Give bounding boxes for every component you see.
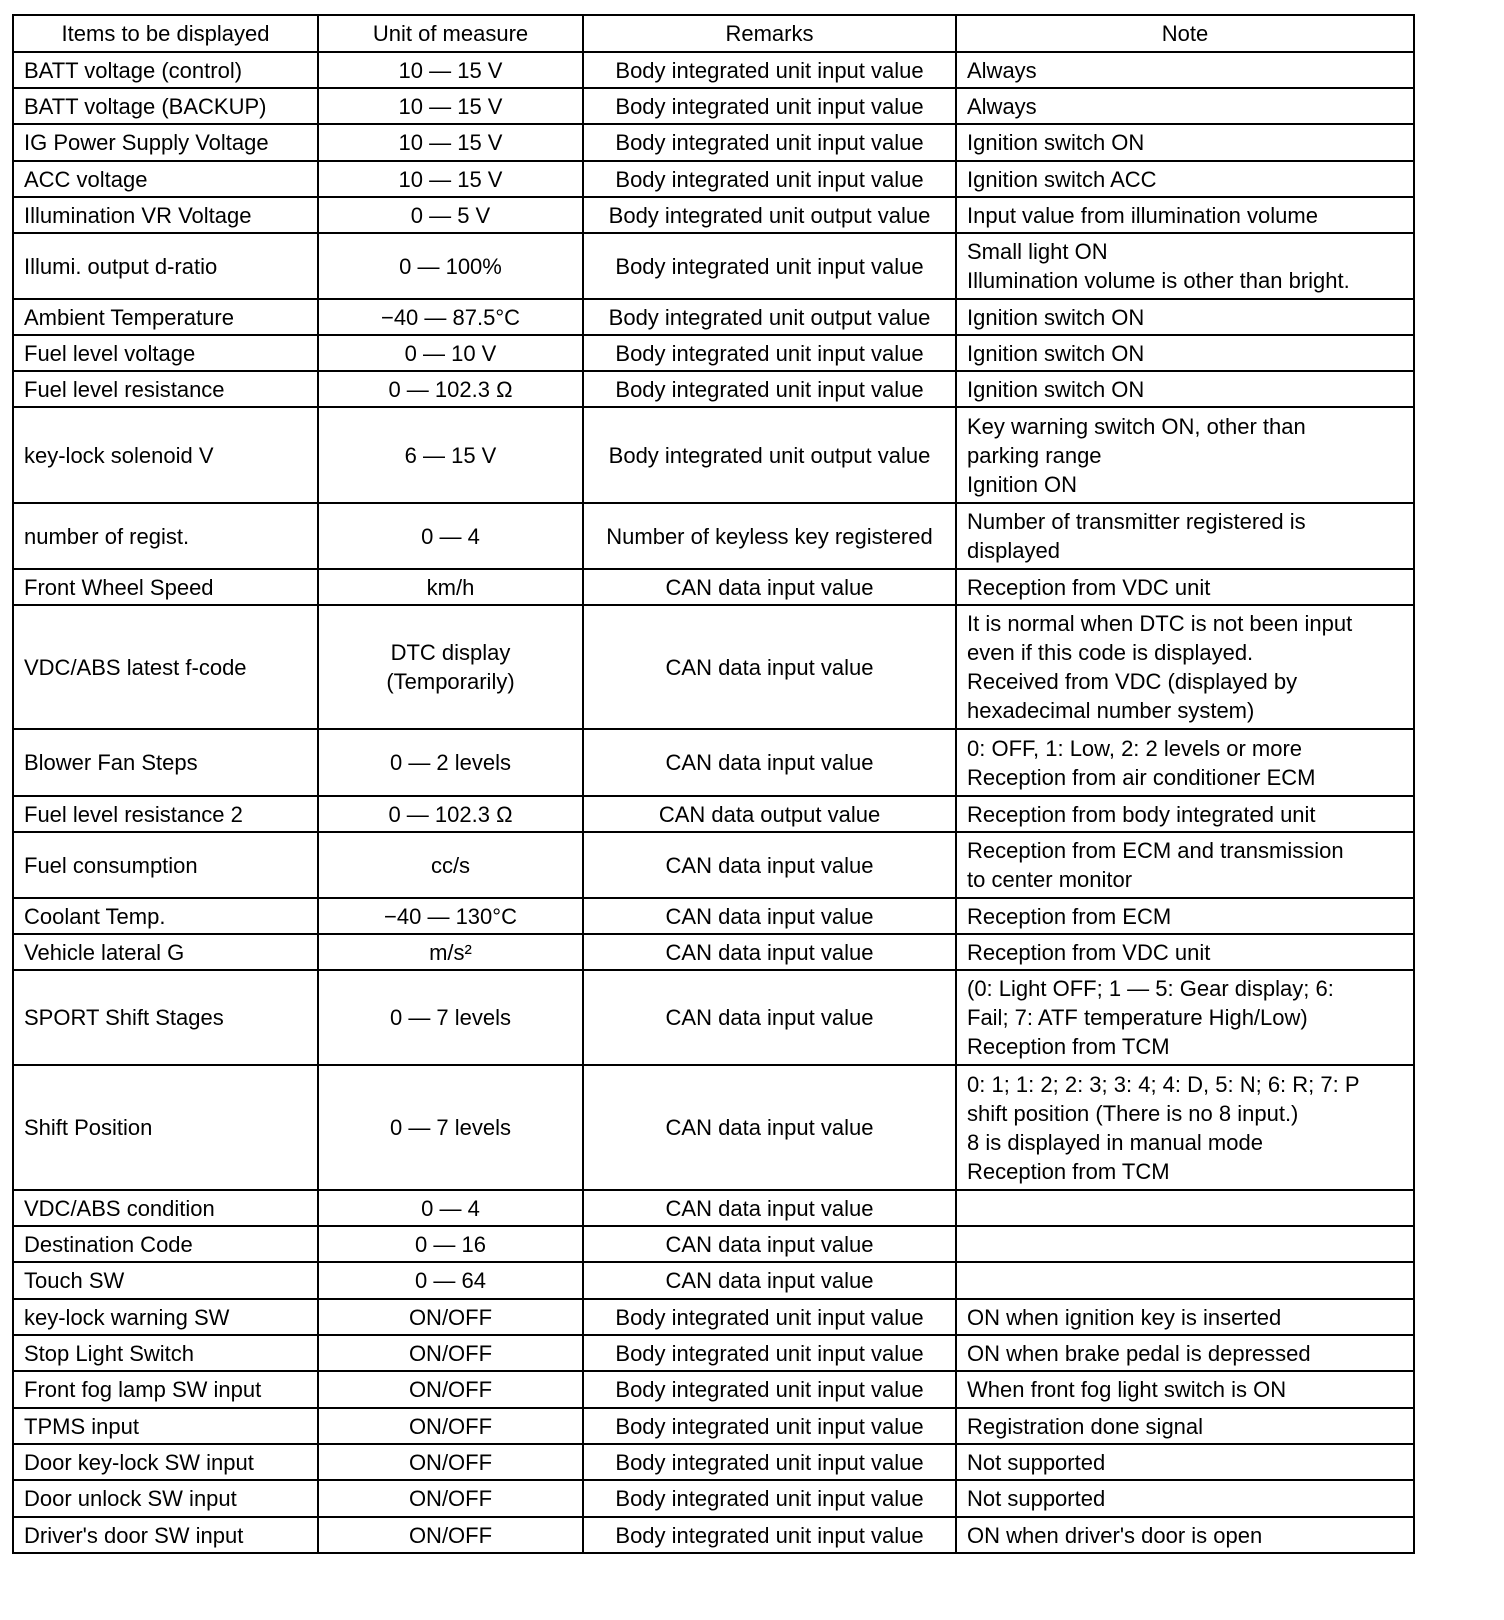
note-line: Illumination volume is other than bright. [967,268,1350,293]
unit-cell: 10 — 15 V [318,88,583,124]
remarks-cell: Body integrated unit input value [583,233,956,299]
item-cell: key-lock solenoid V [13,407,318,503]
remarks-cell: CAN data input value [583,1190,956,1226]
note-line: (0: Light OFF; 1 — 5: Gear display; 6: [967,976,1334,1001]
note-line: Input value from illumination volume [967,202,1318,228]
table-row [13,407,1414,503]
note-line: Received from VDC (displayed by [967,669,1298,694]
remarks-cell: CAN data input value [583,1226,956,1262]
note-line: ON when driver's door is open [967,1522,1263,1548]
note-cell [956,335,1414,371]
remarks-cell: Number of keyless key registered [583,503,956,569]
table-row [13,1065,1414,1190]
table-row [13,1371,1414,1408]
note-line: Not supported [967,1449,1106,1475]
note-line: even if this code is displayed. [967,640,1254,665]
table-row [13,335,1414,371]
unit-cell: 0 — 7 levels [318,970,583,1065]
unit-cell: 6 — 15 V [318,407,583,503]
unit-cell: 0 — 16 [318,1226,583,1262]
remarks-cell: Body integrated unit input value [583,161,956,197]
remarks-cell: Body integrated unit input value [583,1371,956,1408]
unit-cell: ON/OFF [318,1517,583,1553]
table-row [13,161,1414,197]
remarks-cell: Body integrated unit output value [583,197,956,233]
item-cell: Blower Fan Steps [13,729,318,796]
table-row [13,569,1414,605]
note-cell [956,832,1414,898]
note-line: Always [967,93,1037,119]
note-cell [956,371,1414,407]
table-row [13,898,1414,934]
note-cell [956,1371,1414,1408]
table-row [13,970,1414,1065]
remarks-cell: Body integrated unit input value [583,1517,956,1553]
table-row [13,1335,1414,1371]
note-cell [956,970,1414,1065]
item-cell: Fuel consumption [13,832,318,898]
table-row [13,1262,1414,1299]
note-line: Not supported [967,1486,1106,1511]
item-cell: Front Wheel Speed [13,569,318,605]
header-items: Items to be displayed [13,15,318,52]
note-line: Ignition switch ON [967,376,1145,402]
note-line: 8 is displayed in manual mode [967,1129,1263,1155]
table-row [13,832,1414,898]
item-cell: Shift Position [13,1065,318,1190]
table-row [13,1408,1414,1444]
note-line: Reception from ECM and transmission [967,838,1344,863]
item-cell: Door key-lock SW input [13,1444,318,1480]
table-row [13,371,1414,407]
note-line: Reception from body integrated unit [967,801,1316,827]
item-cell: Destination Code [13,1226,318,1262]
unit-cell: 0 — 2 levels [318,729,583,796]
remarks-cell: Body integrated unit input value [583,335,956,371]
item-cell: Driver's door SW input [13,1517,318,1553]
table-row [13,1444,1414,1480]
note-cell [956,197,1414,233]
remarks-cell: CAN data input value [583,569,956,605]
note-line: Reception from TCM [967,1158,1170,1184]
remarks-cell: Body integrated unit input value [583,1408,956,1444]
item-cell: SPORT Shift Stages [13,970,318,1065]
remarks-cell: CAN data input value [583,1262,956,1299]
note-line: displayed [967,538,1060,563]
remarks-cell: Body integrated unit output value [583,299,956,335]
note-line: It is normal when DTC is not been input [967,611,1353,636]
unit-cell: 0 — 64 [318,1262,583,1299]
remarks-cell: Body integrated unit input value [583,1444,956,1480]
note-cell [956,569,1414,605]
item-cell: Vehicle lateral G [13,934,318,970]
table-row [13,605,1414,729]
note-cell [956,161,1414,197]
note-cell [956,1299,1414,1335]
note-cell [956,1065,1414,1190]
header-remarks: Remarks [583,15,956,52]
unit-cell: DTC display (Temporarily) [318,605,583,729]
note-line: hexadecimal number system) [967,698,1255,723]
note-cell [956,1408,1414,1444]
unit-cell: −40 — 130°C [318,898,583,934]
note-line: Fail; 7: ATF temperature High/Low) [967,1005,1308,1030]
table-row [13,1480,1414,1517]
table-row [13,934,1414,970]
note-cell [956,1190,1414,1226]
note-line: ON when ignition key is inserted [967,1304,1282,1330]
note-cell [956,796,1414,832]
unit-cell: m/s² [318,934,583,970]
unit-cell: 0 — 5 V [318,197,583,233]
note-cell [956,898,1414,934]
remarks-cell: CAN data input value [583,970,956,1065]
unit-cell: 0 — 7 levels [318,1065,583,1190]
item-cell: Front fog lamp SW input [13,1371,318,1408]
unit-cell: 10 — 15 V [318,161,583,197]
table-row [13,1226,1414,1262]
note-line: Reception from TCM [967,1034,1170,1059]
table-row [13,88,1414,124]
note-cell [956,503,1414,569]
remarks-cell: Body integrated unit input value [583,124,956,161]
note-line: Always [967,57,1037,83]
note-cell [956,88,1414,124]
unit-cell: 0 — 102.3 Ω [318,796,583,832]
note-line: Reception from VDC unit [967,939,1211,965]
note-line: Ignition switch ON [967,304,1145,330]
note-line: 0: OFF, 1: Low, 2: 2 levels or more [967,735,1303,761]
note-cell [956,729,1414,796]
note-cell [956,52,1414,88]
item-cell: Ambient Temperature [13,299,318,335]
note-line: shift position (There is no 8 input.) [967,1100,1299,1126]
unit-cell: ON/OFF [318,1371,583,1408]
header-unit: Unit of measure [318,15,583,52]
item-cell: VDC/ABS latest f-code [13,605,318,729]
note-line: Reception from VDC unit [967,574,1211,600]
note-line: When front fog light switch is ON [967,1377,1287,1402]
item-cell: TPMS input [13,1408,318,1444]
note-cell [956,299,1414,335]
table-row [13,1299,1414,1335]
unit-cell: ON/OFF [318,1299,583,1335]
note-line: Registration done signal [967,1413,1204,1439]
item-cell: BATT voltage (BACKUP) [13,88,318,124]
note-line: Ignition switch ACC [967,166,1157,192]
unit-cell: ON/OFF [318,1335,583,1371]
note-cell [956,1226,1414,1262]
unit-cell: 0 — 102.3 Ω [318,371,583,407]
unit-cell: −40 — 87.5°C [318,299,583,335]
remarks-cell: CAN data input value [583,898,956,934]
table-row [13,197,1414,233]
table-row [13,796,1414,832]
item-cell: Fuel level resistance 2 [13,796,318,832]
item-cell: BATT voltage (control) [13,52,318,88]
unit-cell: cc/s [318,832,583,898]
header-row [13,15,1414,52]
unit-cell: 0 — 4 [318,1190,583,1226]
note-cell [956,1480,1414,1517]
table-row [13,1517,1414,1553]
item-cell: Illumi. output d-ratio [13,233,318,299]
note-line: ON when brake pedal is depressed [967,1340,1311,1366]
remarks-cell: CAN data output value [583,796,956,832]
note-line: 0: 1; 1: 2; 2: 3; 3: 4; 4: D, 5: N; 6: R; 7: P [967,1071,1360,1097]
remarks-cell: Body integrated unit input value [583,88,956,124]
note-cell [956,233,1414,299]
unit-cell: 10 — 15 V [318,124,583,161]
table-row [13,729,1414,796]
remarks-cell: Body integrated unit input value [583,1299,956,1335]
note-line: parking range [967,442,1102,468]
table-row [13,503,1414,569]
item-cell: Stop Light Switch [13,1335,318,1371]
header-note: Note [956,15,1414,52]
table-row [13,52,1414,88]
note-line: Ignition switch ON [967,130,1145,155]
note-line: Ignition ON [967,471,1078,497]
item-cell: number of regist. [13,503,318,569]
note-line: to center monitor [967,867,1133,892]
remarks-cell: CAN data input value [583,729,956,796]
table-row [13,233,1414,299]
remarks-cell: Body integrated unit input value [583,1335,956,1371]
note-cell [956,934,1414,970]
remarks-cell: CAN data input value [583,832,956,898]
remarks-cell: Body integrated unit output value [583,407,956,503]
note-cell [956,1517,1414,1553]
item-cell: Fuel level resistance [13,371,318,407]
data-monitor-table [12,14,1415,1554]
unit-cell: ON/OFF [318,1444,583,1480]
item-cell: Touch SW [13,1262,318,1299]
unit-cell: km/h [318,569,583,605]
note-cell [956,605,1414,729]
remarks-cell: Body integrated unit input value [583,1480,956,1517]
note-cell [956,1444,1414,1480]
note-cell [956,1335,1414,1371]
item-cell: ACC voltage [13,161,318,197]
note-line: Reception from ECM [967,903,1172,929]
table-row [13,124,1414,161]
item-cell: Coolant Temp. [13,898,318,934]
note-line: Key warning switch ON, other than [967,413,1306,439]
item-cell: IG Power Supply Voltage [13,124,318,161]
item-cell: Fuel level voltage [13,335,318,371]
remarks-cell: CAN data input value [583,934,956,970]
unit-cell: ON/OFF [318,1480,583,1517]
remarks-cell: Body integrated unit input value [583,52,956,88]
unit-cell: 0 — 4 [318,503,583,569]
remarks-cell: Body integrated unit input value [583,371,956,407]
note-line: Number of transmitter registered is [967,509,1306,534]
note-cell [956,407,1414,503]
unit-cell: 0 — 10 V [318,335,583,371]
unit-cell: 10 — 15 V [318,52,583,88]
note-line: Small light ON [967,239,1108,264]
item-cell: Door unlock SW input [13,1480,318,1517]
note-cell [956,1262,1414,1299]
note-line: Reception from air conditioner ECM [967,764,1316,790]
item-cell: VDC/ABS condition [13,1190,318,1226]
note-cell [956,124,1414,161]
item-cell: Illumination VR Voltage [13,197,318,233]
unit-cell: ON/OFF [318,1408,583,1444]
remarks-cell: CAN data input value [583,605,956,729]
item-cell: key-lock warning SW [13,1299,318,1335]
table-row [13,1190,1414,1226]
unit-cell: 0 — 100% [318,233,583,299]
note-line: Ignition switch ON [967,340,1145,366]
table-row [13,299,1414,335]
remarks-cell: CAN data input value [583,1065,956,1190]
